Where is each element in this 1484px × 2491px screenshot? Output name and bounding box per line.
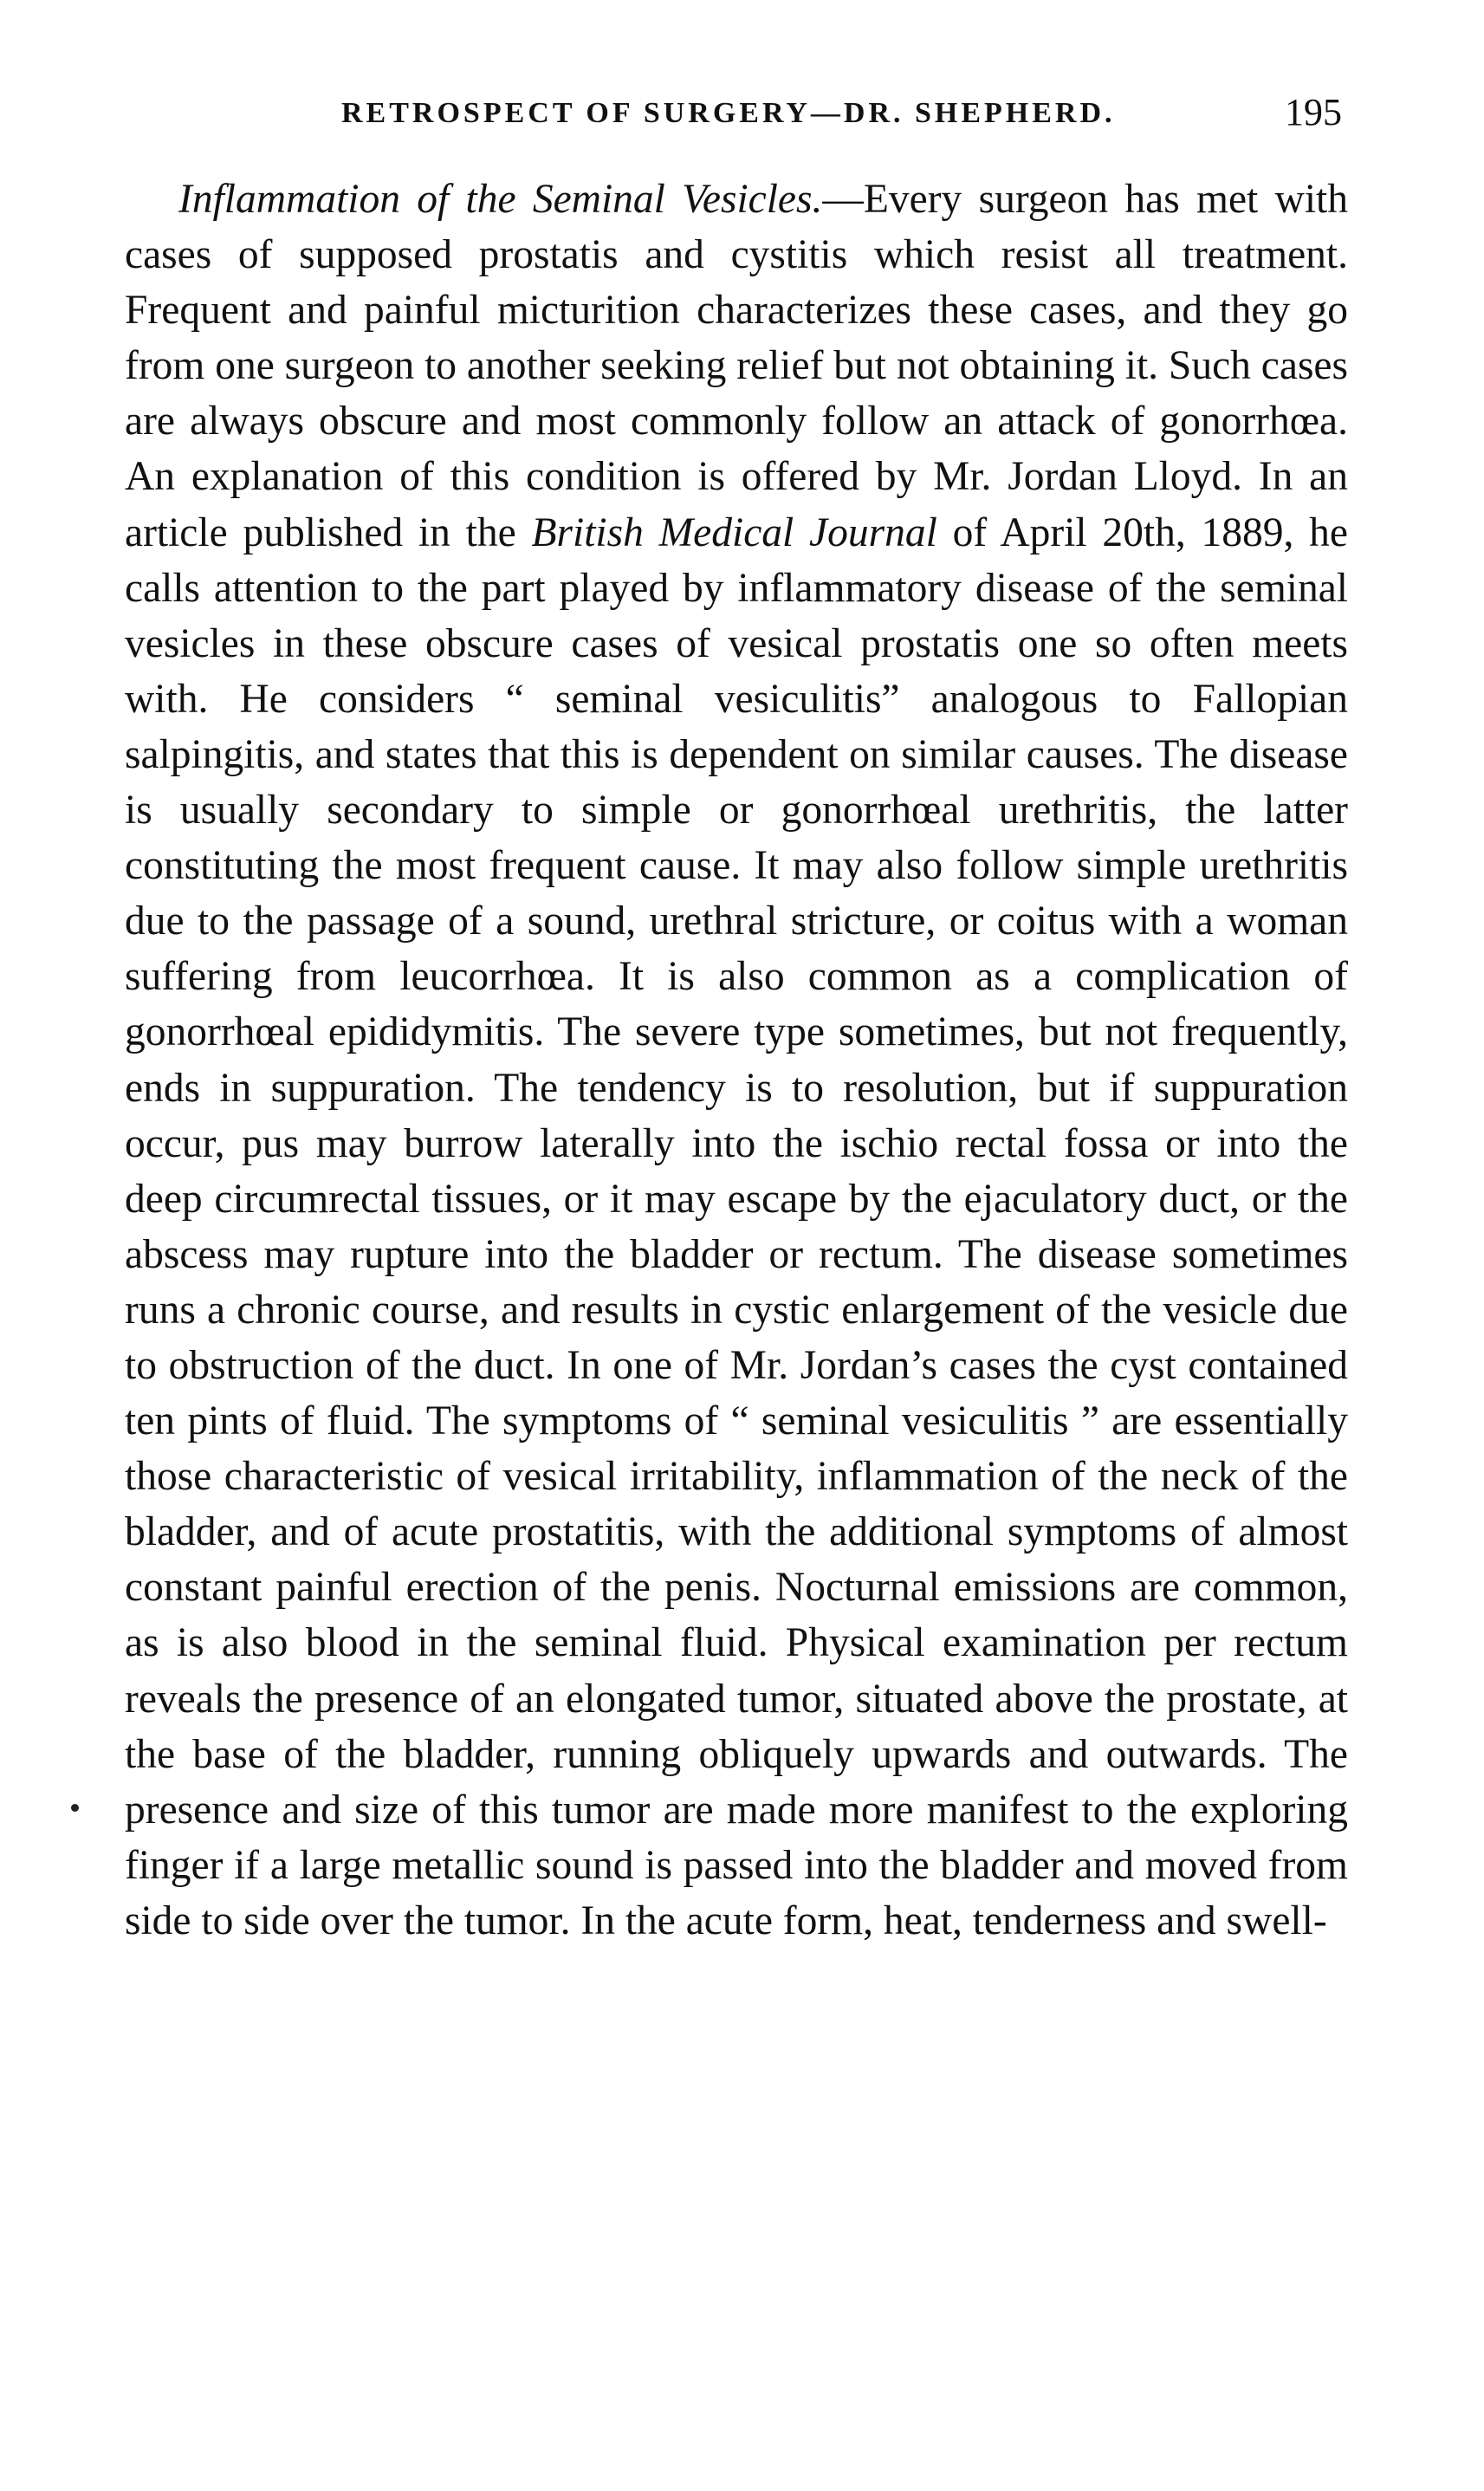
journal-title: British Medical Journal (531, 509, 937, 555)
body-text (125, 172, 1348, 1949)
margin-mark (71, 1804, 79, 1812)
page-number: 195 (1285, 91, 1342, 133)
section-heading: Inflammation of the Seminal Vesicles. (178, 177, 823, 222)
paragraph-text-part-2: of April 20th, 1889, he calls attention to the part played by inflammatory disease of the seminal vesicles in these obscure cases of vesical prostatis one so often meets with. He considers “ seminal vesiculitis” analogous to Fallopian salpingitis, and states that this is dependent on similar causes. The disease is usually secondary to simple or gonorrhœal urethritis, the latter constituting the most frequent cause. It may also follow simple urethritis due to the passage of a sound, urethral stricture, or coitus with a woman suffering from leucorrhœa. It is also common as a complication of gonorrhœal epididymitis. The severe type sometimes, but not frequently, ends in suppuration. The tendency is to resolution, but if suppuration occur, pus may burrow laterally into the ischio rectal fossa or into the deep circumrectal tissues, or it may escape by the ejaculatory duct, or the abscess may rupture into the bladder or rectum. The disease sometimes runs a chronic course, and results in cystic enlargement of the vesicle due to obstruction of the duct. In one of Mr. Jordan’s cases the cyst contained ten pints of fluid. The symptoms of “ seminal vesiculitis ” are essentially those characteristic of vesical irritability, inflammation of the neck of the bladder, and of acute prostatitis, with the additional symptoms of almost constant painful erection of the penis. Nocturnal emissions are common, as is also blood in the seminal fluid. Physical examination per rectum reveals the presence of an elongated tumor, situated above the prostate, at the base of the bladder, running obliquely upwards and outwards. The presence and size of this tumor are made more manifest to the exploring finger if a large metallic sound is passed into the bladder and moved from side to side over the tumor. In the acute form, heat, tenderness and swell- (125, 509, 1348, 1943)
running-head (341, 91, 1342, 149)
paragraph-text-part-1: —Every surgeon has met with cases of supposed prostatis and cystitis which resist all treatment. Frequent and painful micturition characterizes these cases, and they go from one surgeon to another seeking relief but not obtaining it. Such cases are always obscure and most commonly follow an attack of gonorrhœa. An explanation of this condition is offered by Mr. Jordan Lloyd. In an article published in the (125, 177, 1348, 555)
running-title: RETROSPECT OF SURGERY—DR. SHEPHERD. (341, 97, 1116, 129)
paragraph (125, 172, 1348, 1949)
